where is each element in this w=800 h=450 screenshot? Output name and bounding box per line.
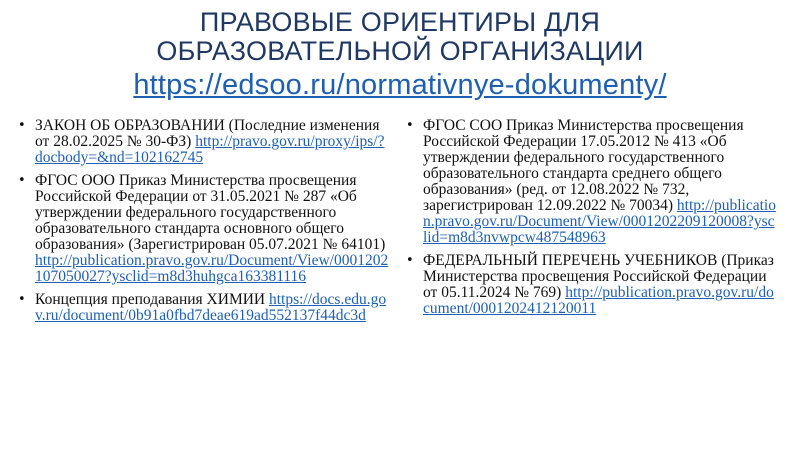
item-link[interactable]: http://publication.pravo.gov.ru/Document/View/0001202209120008?ysclid=m8d3nvwpcw487548963 <box>423 197 776 246</box>
item-text: ФГОС ООО Приказ Министерства просвещения Российской Федерации от 31.05.2021 № 287 «Об утверждении федерального государственного образовательного стандарта основного общего образования» (Зарегистрирован 05.07.2021 № 64101) <box>35 172 386 253</box>
item-link[interactable]: http://pravo.gov.ru/proxy/ips/?docbody=&nd=102162745 <box>35 133 385 166</box>
bullet-dot-icon: • <box>406 118 414 133</box>
item-text: ФГОС СОО Приказ Министерства просвещения Российской Федерации 17.05.2012 № 413 «Об утверждении федерального государственного образовательного стандарта среднего общего образования» (ред. от 12.08.2022 № 732, зарегистрирован 12.09.2022 № 70034) <box>423 117 744 214</box>
list-item <box>406 253 778 317</box>
item-link[interactable]: https://docs.edu.gov.ru/document/0b91a0fbd7deae619ad552137f44dc3d <box>35 291 387 324</box>
bullet-dot-icon: • <box>406 253 414 268</box>
list-item <box>18 292 390 324</box>
title-line-2: ОБРАЗОВАТЕЛЬНОЙ ОРГАНИЗАЦИИ <box>156 36 644 66</box>
item-link[interactable]: http://publication.pravo.gov.ru/document/0001202412120011 <box>423 284 774 317</box>
item-text: Концепция преподавания ХИМИИ <box>35 291 269 308</box>
left-bullet-list <box>18 118 390 324</box>
bullet-dot-icon: • <box>18 118 26 133</box>
list-item <box>18 173 390 285</box>
bullet-dot-icon: • <box>18 292 26 307</box>
left-column <box>18 118 390 331</box>
item-text: ЗАКОН ОБ ОБРАЗОВАНИИ (Последние изменения от 28.02.2025 № 30-ФЗ) <box>35 117 380 150</box>
title-url-link[interactable]: https://edsoo.ru/normativnye-dokumenty/ <box>133 69 667 101</box>
slide-title <box>40 8 760 102</box>
right-column <box>406 118 778 324</box>
item-link[interactable]: http://publication.pravo.gov.ru/Document/View/0001202107050027?ysclid=m8d3huhgca163381116 <box>35 252 389 285</box>
item-text: ФЕДЕРАЛЬНЫЙ ПЕРЕЧЕНЬ УЧЕБНИКОВ (Приказ Министерства просвещения Российской Федерации от 05.11.2024 № 769) <box>423 252 774 301</box>
list-item <box>406 118 778 246</box>
right-bullet-list <box>406 118 778 317</box>
bullet-dot-icon: • <box>18 173 26 188</box>
title-line-1: ПРАВОВЫЕ ОРИЕНТИРЫ ДЛЯ <box>199 7 601 37</box>
list-item <box>18 118 390 166</box>
